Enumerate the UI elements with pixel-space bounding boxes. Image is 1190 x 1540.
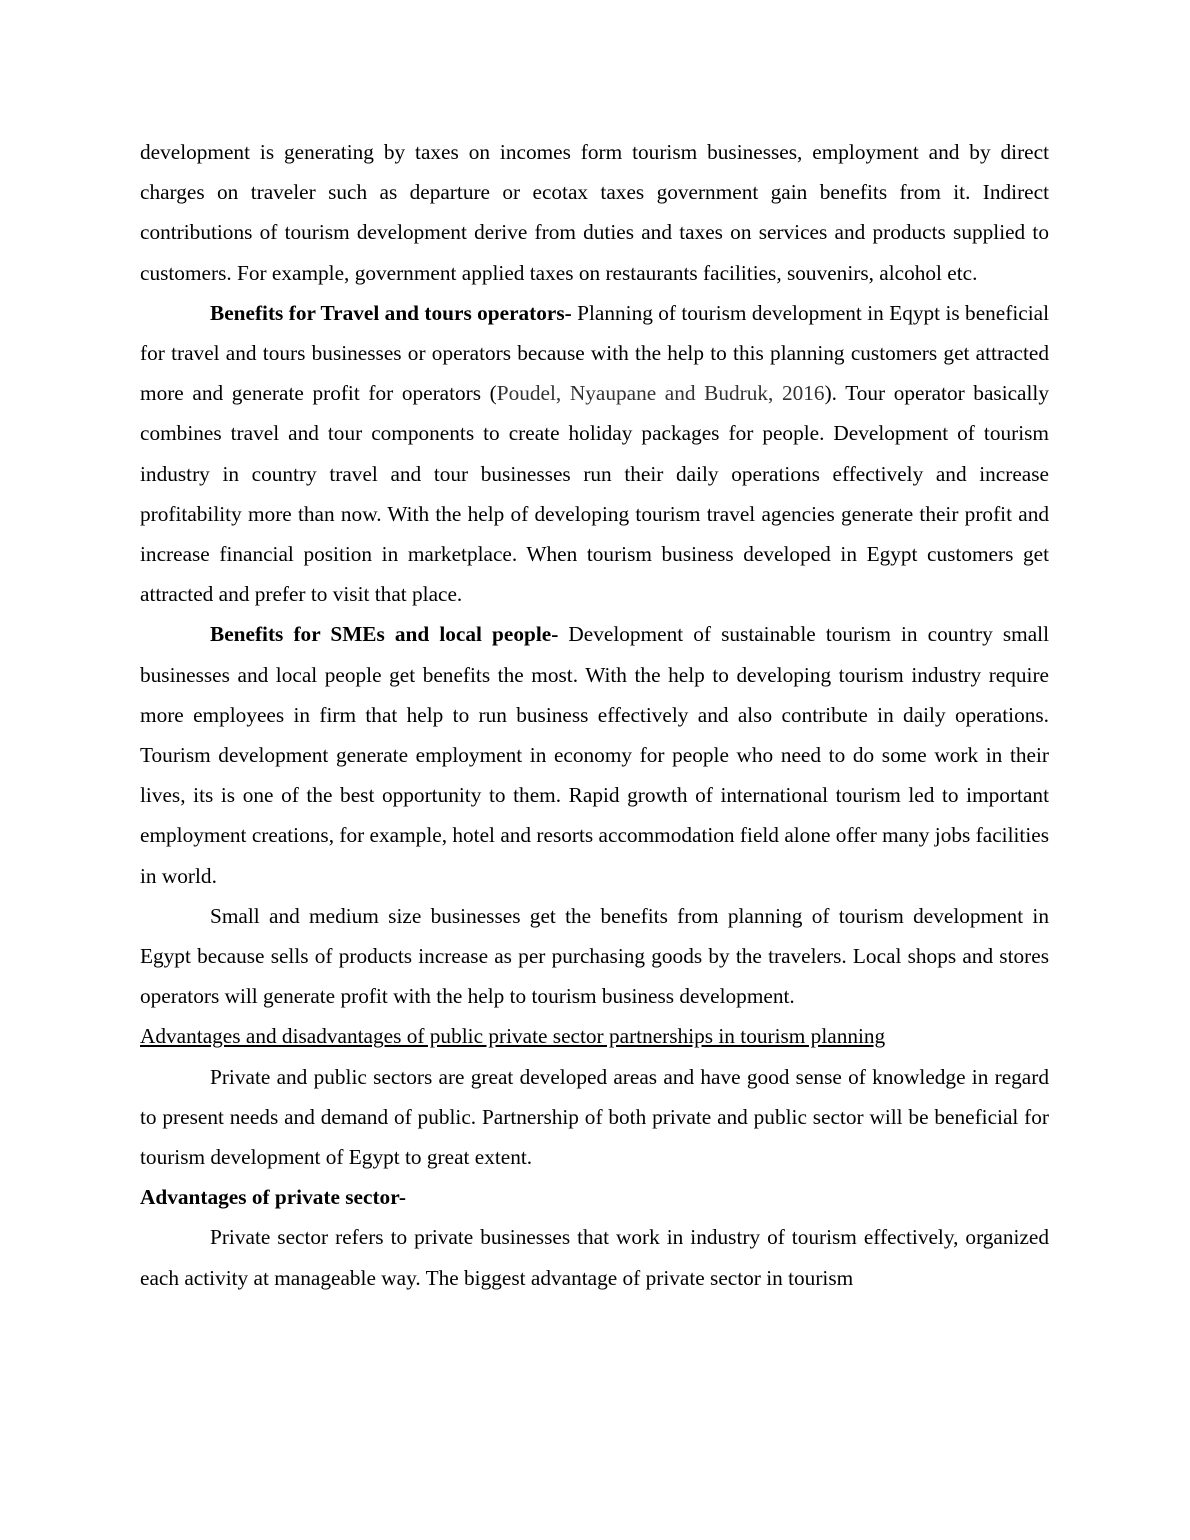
travel-operators-text-b: ). Tour operator basically combines travel and tour components to create holiday packages for people. Development of tourism industry in country travel and tour businesses run their daily operations effectively and increase profitability more than now. With the help of developing tourism travel agencies generate their profit and increase financial position in marketplace. When tourism business developed in Egypt customers get attracted and prefer to visit that place. (140, 381, 1049, 607)
travel-operators-heading: Benefits for Travel and tours operators- (210, 300, 572, 325)
sub-heading-private-sector: Advantages of private sector- (140, 1185, 406, 1210)
section-heading-ppp: Advantages and disadvantages of public private sector partnerships in tourism planning (140, 1024, 886, 1049)
paragraph-private-sector: Private sector refers to private businesses that work in industry of tourism effectively, organized each activity at manageable way. The biggest advantage of private sector in tourism (140, 1225, 1049, 1290)
citation-poudel: Poudel, Nyaupane and Budruk, 2016 (496, 381, 825, 406)
paragraph-tax-contributions: development is generating by taxes on incomes form tourism businesses, employment and by direct charges on traveler such as departure or ecotax taxes government gain benefits from it. Indirect contributions of tourism development derive from duties and taxes on services and products supplied to customers. For example, government applied taxes on restaurants facilities, souvenirs, alcohol etc. (140, 140, 1049, 285)
smes-heading: Benefits for SMEs and local people- (210, 622, 559, 647)
paragraph-travel-operators (140, 293, 1049, 615)
smes-text: Development of sustainable tourism in country small businesses and local people get benefits the most. With the help to developing tourism industry require more employees in firm that help to run business effectively and also contribute in daily operations. Tourism development generate employment in economy for people who need to do some work in their lives, its is one of the best opportunity to them. Rapid growth of international tourism led to important employment creations, for example, hotel and resorts accommodation field alone offer many jobs facilities in world. (140, 622, 1049, 888)
paragraph-smes-local-people (140, 614, 1049, 895)
paragraph-small-medium-businesses: Small and medium size businesses get the benefits from planning of tourism development in Egypt because sells of products increase as per purchasing goods by the travelers. Local shops and stores operators will generate profit with the help to tourism business development. (140, 903, 1049, 1009)
paragraph-private-public-sectors: Private and public sectors are great developed areas and have good sense of knowledge in regard to present needs and demand of public. Partnership of both private and public sector will be beneficial for tourism development of Egypt to great extent. (140, 1064, 1049, 1170)
travel-operators-text-a: Planning of tourism development in Eqypt is beneficial for travel and tours businesses or operators because with the help to this planning customers get attracted more and generate profit for operators ( (140, 300, 1049, 406)
document-page (140, 132, 1049, 1298)
